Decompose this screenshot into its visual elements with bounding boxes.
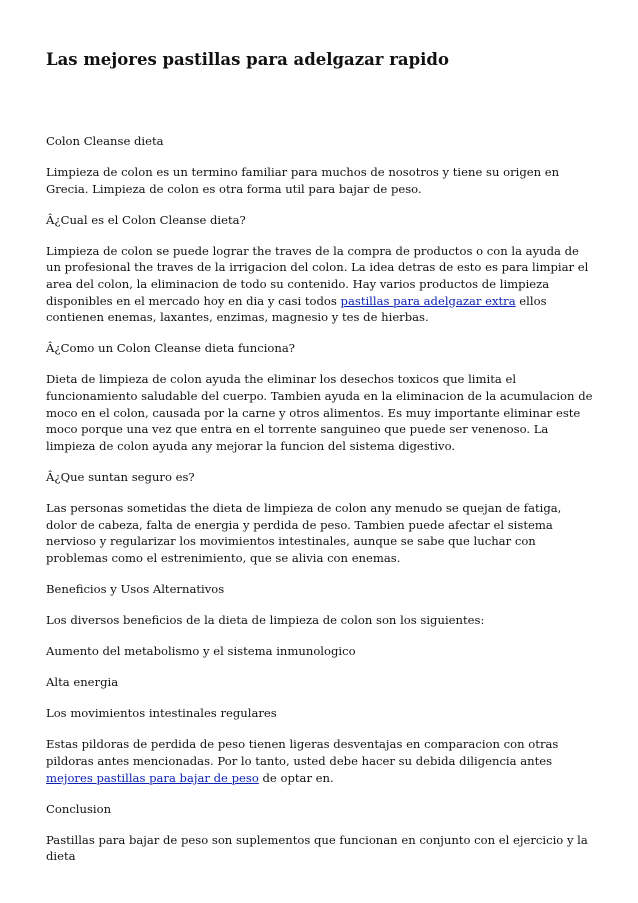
paragraph-benefits-intro: Los diversos beneficios de la dieta de limpieza de colon son los siguientes: <box>46 612 485 627</box>
paragraph-question-what: Â¿Cual es el Colon Cleanse dieta? <box>46 212 246 227</box>
paragraph-side-effects: Las personas sometidas the dieta de limpieza de colon any menudo se quejan de fatiga, dolor de cabeza, falta de energia y perdida de peso. Tambien puede afectar el sistema nervioso y regularizar los movimientos intestinales, aunque se sabe que luchar con problemas como el estrenimiento, que se alivia con enemas. <box>46 501 562 565</box>
paragraph-text: Estas pildoras de perdida de peso tienen ligeras desventajas en comparacion con otras pildoras antes mencionadas. Por lo tanto, usted debe hacer su debida diligencia antes <box>46 737 559 768</box>
paragraph-question-safety: Â¿Que suntan seguro es? <box>46 469 195 484</box>
paragraph-intro: Limpieza de colon es un termino familiar para muchos de nosotros y tiene su origen en Grecia. Limpieza de colon es otra forma util para bajar de peso. <box>46 165 560 196</box>
paragraph-heading-benefits: Beneficios y Usos Alternativos <box>46 581 225 596</box>
document-body <box>46 133 594 879</box>
link-pastillas-adelgazar-extra[interactable]: pastillas para adelgazar extra <box>340 293 516 308</box>
paragraph-benefit-metabolism: Aumento del metabolismo y el sistema inmunologico <box>46 644 356 659</box>
paragraph-conclusion: Pastillas para bajar de peso son suplementos que funcionan en conjunto con el ejercicio y la dieta <box>46 832 588 864</box>
paragraph-text: de optar en. <box>258 770 334 785</box>
paragraph-how-it-works: Dieta de limpieza de colon ayuda the eliminar los desechos toxicos que limita el funcionamiento saludable del cuerpo. Tambien ayuda en la eliminacion de la acumulacion de moco en el colon, causada por la carne y otros alimentos. Es muy importante eliminar este moco porque una vez que entra en el torrente sanguineo que puede ser venenoso. La limpieza de colon ayuda any mejorar la funcion del sistema digestivo. <box>46 372 593 453</box>
link-mejores-pastillas-bajar-peso[interactable]: mejores pastillas para bajar de peso <box>46 770 259 785</box>
paragraph-question-how: Â¿Como un Colon Cleanse dieta funciona? <box>46 341 295 356</box>
paragraph-benefit-movements: Los movimientos intestinales regulares <box>46 706 277 721</box>
paragraph-text: Limpieza de colon se puede lograr the traves de la compra de productos o con la ayuda de un profesional the traves de la irrigacion del colon. La idea detras de esto es para limpiar el area del colon, la eliminacion de todo su contenido. Hay varios productos de limpieza disponibles en el mercado hoy en dia y casi todos <box>46 243 589 308</box>
paragraph-disadvantages <box>46 736 594 786</box>
paragraph-text: ellos contienen enemas, laxantes, enzimas, magnesio y tes de hierbas. <box>46 293 547 325</box>
paragraph-products <box>46 243 594 326</box>
paragraph-heading-colon-cleanse: Colon Cleanse dieta <box>46 134 164 148</box>
paragraph-benefit-energy: Alta energia <box>46 675 119 690</box>
paragraph-heading-conclusion: Conclusion <box>46 801 112 816</box>
page-title: Las mejores pastillas para adelgazar rapido <box>46 50 449 69</box>
